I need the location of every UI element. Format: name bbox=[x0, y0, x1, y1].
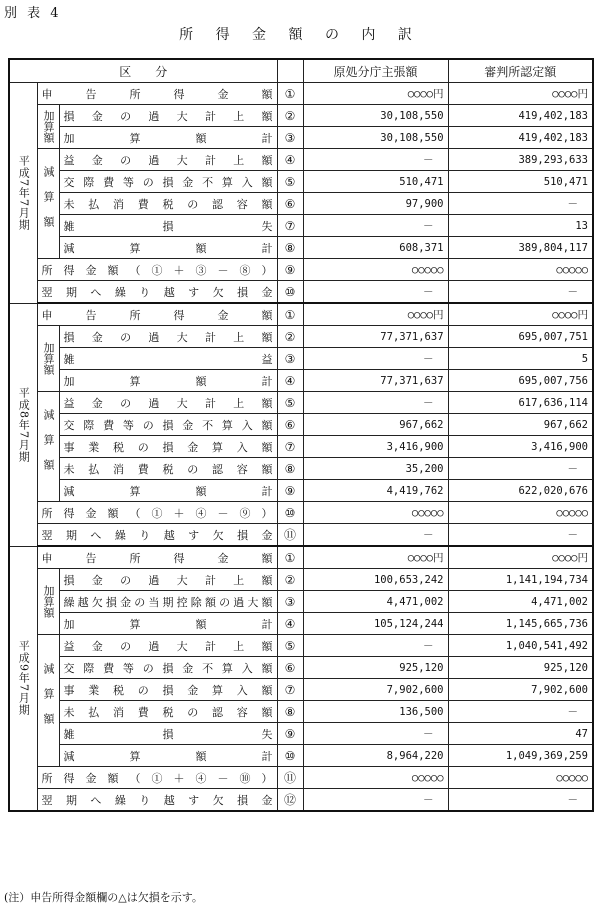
row-number: ⑩ bbox=[277, 502, 303, 524]
tribunal-value: 617,636,114 bbox=[448, 392, 593, 414]
table-row bbox=[9, 149, 593, 171]
item-label: 翌期へ繰り越す欠損金 bbox=[37, 789, 277, 812]
item-label: 減算額計 bbox=[59, 480, 277, 502]
table-row bbox=[9, 281, 593, 304]
row-number: ⑨ bbox=[277, 480, 303, 502]
group-label: 加算額 bbox=[37, 569, 59, 635]
item-label: 損金の過大計上額 bbox=[59, 326, 277, 348]
claimed-value: ○○○○○ bbox=[303, 767, 448, 789]
row-number: ⑩ bbox=[277, 281, 303, 304]
footnote: (注）申告所得金額欄の△は欠損を示す。 bbox=[4, 891, 203, 904]
tribunal-value: 389,293,633 bbox=[448, 149, 593, 171]
tribunal-value: 419,402,183 bbox=[448, 127, 593, 149]
row-number: ⑦ bbox=[277, 215, 303, 237]
tribunal-value: 1,145,665,736 bbox=[448, 613, 593, 635]
table-row bbox=[9, 215, 593, 237]
row-number: ② bbox=[277, 105, 303, 127]
table-row bbox=[9, 591, 593, 613]
row-number: ⑦ bbox=[277, 436, 303, 458]
claimed-value: ○○○○○ bbox=[303, 502, 448, 524]
tribunal-value: 3,416,900 bbox=[448, 436, 593, 458]
item-label: 交際費等の損金不算入額 bbox=[59, 171, 277, 193]
item-label: 交際費等の損金不算入額 bbox=[59, 414, 277, 436]
item-label: 所得金額（①＋④－⑨） bbox=[37, 502, 277, 524]
claimed-value: 30,108,550 bbox=[303, 105, 448, 127]
row-number: ⑨ bbox=[277, 259, 303, 281]
number-header bbox=[277, 59, 303, 83]
period-label: 平成9年7月期 bbox=[9, 546, 37, 811]
table-row bbox=[9, 701, 593, 723]
group-label: 減算額 bbox=[37, 149, 59, 259]
tribunal-value: － bbox=[448, 458, 593, 480]
period-label: 平成8年7月期 bbox=[9, 303, 37, 546]
tribunal-value: 389,804,117 bbox=[448, 237, 593, 259]
tribunal-value: 695,007,756 bbox=[448, 370, 593, 392]
row-number: ⑤ bbox=[277, 635, 303, 657]
row-number: ③ bbox=[277, 127, 303, 149]
tribunal-value: ○○○○○ bbox=[448, 767, 593, 789]
claimed-value: 925,120 bbox=[303, 657, 448, 679]
item-label: 繰越欠損金の当期控除額の過大額 bbox=[59, 591, 277, 613]
table-row bbox=[9, 171, 593, 193]
table-row bbox=[9, 789, 593, 812]
item-label: 未払消費税の認容額 bbox=[59, 193, 277, 215]
item-label: 雑益 bbox=[59, 348, 277, 370]
claimed-value: － bbox=[303, 635, 448, 657]
item-label: 申告所得金額 bbox=[37, 303, 277, 326]
table-row bbox=[9, 524, 593, 547]
tribunal-value: － bbox=[448, 193, 593, 215]
tribunal-value: 1,049,369,259 bbox=[448, 745, 593, 767]
table-row bbox=[9, 348, 593, 370]
claimed-header: 原処分庁主張額 bbox=[303, 59, 448, 83]
item-label: 加算額計 bbox=[59, 370, 277, 392]
table-row bbox=[9, 613, 593, 635]
claimed-value: 608,371 bbox=[303, 237, 448, 259]
table-row bbox=[9, 83, 593, 105]
table-row bbox=[9, 635, 593, 657]
tribunal-value: － bbox=[448, 701, 593, 723]
item-label: 未払消費税の認容額 bbox=[59, 701, 277, 723]
row-number: ③ bbox=[277, 591, 303, 613]
claimed-value: ○○○○○ bbox=[303, 259, 448, 281]
row-number: ⑥ bbox=[277, 193, 303, 215]
table-row bbox=[9, 679, 593, 701]
item-label: 申告所得金額 bbox=[37, 83, 277, 105]
claimed-value: － bbox=[303, 789, 448, 812]
tribunal-value: 7,902,600 bbox=[448, 679, 593, 701]
claimed-value: 3,416,900 bbox=[303, 436, 448, 458]
item-label: 未払消費税の認容額 bbox=[59, 458, 277, 480]
tribunal-value: 925,120 bbox=[448, 657, 593, 679]
header-row bbox=[9, 59, 593, 83]
table-row bbox=[9, 127, 593, 149]
row-number: ⑪ bbox=[277, 767, 303, 789]
row-number: ③ bbox=[277, 348, 303, 370]
item-label: 申告所得金額 bbox=[37, 546, 277, 569]
claimed-value: － bbox=[303, 524, 448, 547]
tribunal-value: ○○○○円 bbox=[448, 546, 593, 569]
row-number: ① bbox=[277, 83, 303, 105]
row-number: ⑤ bbox=[277, 392, 303, 414]
table-row bbox=[9, 546, 593, 569]
table-row bbox=[9, 392, 593, 414]
tribunal-value: 510,471 bbox=[448, 171, 593, 193]
claimed-value: － bbox=[303, 723, 448, 745]
row-number: ⑧ bbox=[277, 237, 303, 259]
tribunal-value: 967,662 bbox=[448, 414, 593, 436]
table-body bbox=[9, 83, 593, 812]
claimed-value: 8,964,220 bbox=[303, 745, 448, 767]
item-label: 所得金額（①＋③－⑧） bbox=[37, 259, 277, 281]
claimed-value: － bbox=[303, 215, 448, 237]
tribunal-value: 1,141,194,734 bbox=[448, 569, 593, 591]
tribunal-value: 419,402,183 bbox=[448, 105, 593, 127]
tribunal-value: － bbox=[448, 524, 593, 547]
table-row bbox=[9, 436, 593, 458]
row-number: ② bbox=[277, 326, 303, 348]
claimed-value: 510,471 bbox=[303, 171, 448, 193]
table-row bbox=[9, 370, 593, 392]
appendix-label: 別 表 4 bbox=[4, 6, 62, 21]
claimed-value: 105,124,244 bbox=[303, 613, 448, 635]
tribunal-value: 695,007,751 bbox=[448, 326, 593, 348]
claimed-value: 30,108,550 bbox=[303, 127, 448, 149]
row-number: ⑧ bbox=[277, 701, 303, 723]
claimed-value: 7,902,600 bbox=[303, 679, 448, 701]
item-label: 加算額計 bbox=[59, 127, 277, 149]
tribunal-value: ○○○○円 bbox=[448, 303, 593, 326]
item-label: 加算額計 bbox=[59, 613, 277, 635]
category-header: 区 分 bbox=[9, 59, 277, 83]
claimed-value: － bbox=[303, 392, 448, 414]
claimed-value: 136,500 bbox=[303, 701, 448, 723]
table-row bbox=[9, 458, 593, 480]
item-label: 益金の過大計上額 bbox=[59, 635, 277, 657]
claimed-value: 4,419,762 bbox=[303, 480, 448, 502]
table-row bbox=[9, 259, 593, 281]
claimed-value: 967,662 bbox=[303, 414, 448, 436]
claimed-value: 97,900 bbox=[303, 193, 448, 215]
table-row bbox=[9, 723, 593, 745]
item-label: 雑損失 bbox=[59, 723, 277, 745]
group-label: 減算額 bbox=[37, 392, 59, 502]
table-row bbox=[9, 480, 593, 502]
row-number: ① bbox=[277, 546, 303, 569]
claimed-value: － bbox=[303, 149, 448, 171]
item-label: 減算額計 bbox=[59, 745, 277, 767]
item-label: 損金の過大計上額 bbox=[59, 569, 277, 591]
row-number: ② bbox=[277, 569, 303, 591]
item-label: 翌期へ繰り越す欠損金 bbox=[37, 281, 277, 304]
row-number: ① bbox=[277, 303, 303, 326]
tribunal-value: － bbox=[448, 281, 593, 304]
tribunal-value: ○○○○○ bbox=[448, 502, 593, 524]
tribunal-value: 4,471,002 bbox=[448, 591, 593, 613]
row-number: ④ bbox=[277, 613, 303, 635]
period-label: 平成7年7月期 bbox=[9, 83, 37, 304]
table-row bbox=[9, 237, 593, 259]
table-row bbox=[9, 326, 593, 348]
tribunal-value: － bbox=[448, 789, 593, 812]
row-number: ⑧ bbox=[277, 458, 303, 480]
row-number: ⑥ bbox=[277, 414, 303, 436]
group-label: 減算額 bbox=[37, 635, 59, 767]
item-label: 交際費等の損金不算入額 bbox=[59, 657, 277, 679]
item-label: 益金の過大計上額 bbox=[59, 392, 277, 414]
row-number: ⑨ bbox=[277, 723, 303, 745]
claimed-value: 77,371,637 bbox=[303, 326, 448, 348]
item-label: 事業税の損金算入額 bbox=[59, 436, 277, 458]
item-label: 減算額計 bbox=[59, 237, 277, 259]
row-number: ⑫ bbox=[277, 789, 303, 812]
claimed-value: ○○○○円 bbox=[303, 546, 448, 569]
row-number: ⑩ bbox=[277, 745, 303, 767]
item-label: 翌期へ繰り越す欠損金 bbox=[37, 524, 277, 547]
table-row bbox=[9, 745, 593, 767]
row-number: ④ bbox=[277, 149, 303, 171]
item-label: 雑損失 bbox=[59, 215, 277, 237]
row-number: ⑤ bbox=[277, 171, 303, 193]
document-title: 所 得 金 額 の 内 訳 bbox=[179, 27, 421, 43]
claimed-value: 35,200 bbox=[303, 458, 448, 480]
claimed-value: － bbox=[303, 348, 448, 370]
tribunal-value: 5 bbox=[448, 348, 593, 370]
table-row bbox=[9, 767, 593, 789]
table-row bbox=[9, 105, 593, 127]
claimed-value: 4,471,002 bbox=[303, 591, 448, 613]
tribunal-value: ○○○○円 bbox=[448, 83, 593, 105]
income-breakdown-table bbox=[8, 58, 594, 812]
row-number: ④ bbox=[277, 370, 303, 392]
tribunal-value: 622,020,676 bbox=[448, 480, 593, 502]
claimed-value: － bbox=[303, 281, 448, 304]
table-row bbox=[9, 193, 593, 215]
claimed-value: 100,653,242 bbox=[303, 569, 448, 591]
item-label: 事業税の損金算入額 bbox=[59, 679, 277, 701]
tribunal-value: 1,040,541,492 bbox=[448, 635, 593, 657]
row-number: ⑦ bbox=[277, 679, 303, 701]
table-row bbox=[9, 502, 593, 524]
tribunal-value: ○○○○○ bbox=[448, 259, 593, 281]
claimed-value: ○○○○円 bbox=[303, 303, 448, 326]
tribunal-header: 審判所認定額 bbox=[448, 59, 593, 83]
tribunal-value: 13 bbox=[448, 215, 593, 237]
claimed-value: ○○○○円 bbox=[303, 83, 448, 105]
row-number: ⑪ bbox=[277, 524, 303, 547]
table-row bbox=[9, 569, 593, 591]
item-label: 所得金額（①＋④－⑩） bbox=[37, 767, 277, 789]
row-number: ⑥ bbox=[277, 657, 303, 679]
claimed-value: 77,371,637 bbox=[303, 370, 448, 392]
tribunal-value: 47 bbox=[448, 723, 593, 745]
group-label: 加算額 bbox=[37, 326, 59, 392]
table-row bbox=[9, 303, 593, 326]
item-label: 損金の過大計上額 bbox=[59, 105, 277, 127]
table-row bbox=[9, 657, 593, 679]
group-label: 加算額 bbox=[37, 105, 59, 149]
table-row bbox=[9, 414, 593, 436]
item-label: 益金の過大計上額 bbox=[59, 149, 277, 171]
